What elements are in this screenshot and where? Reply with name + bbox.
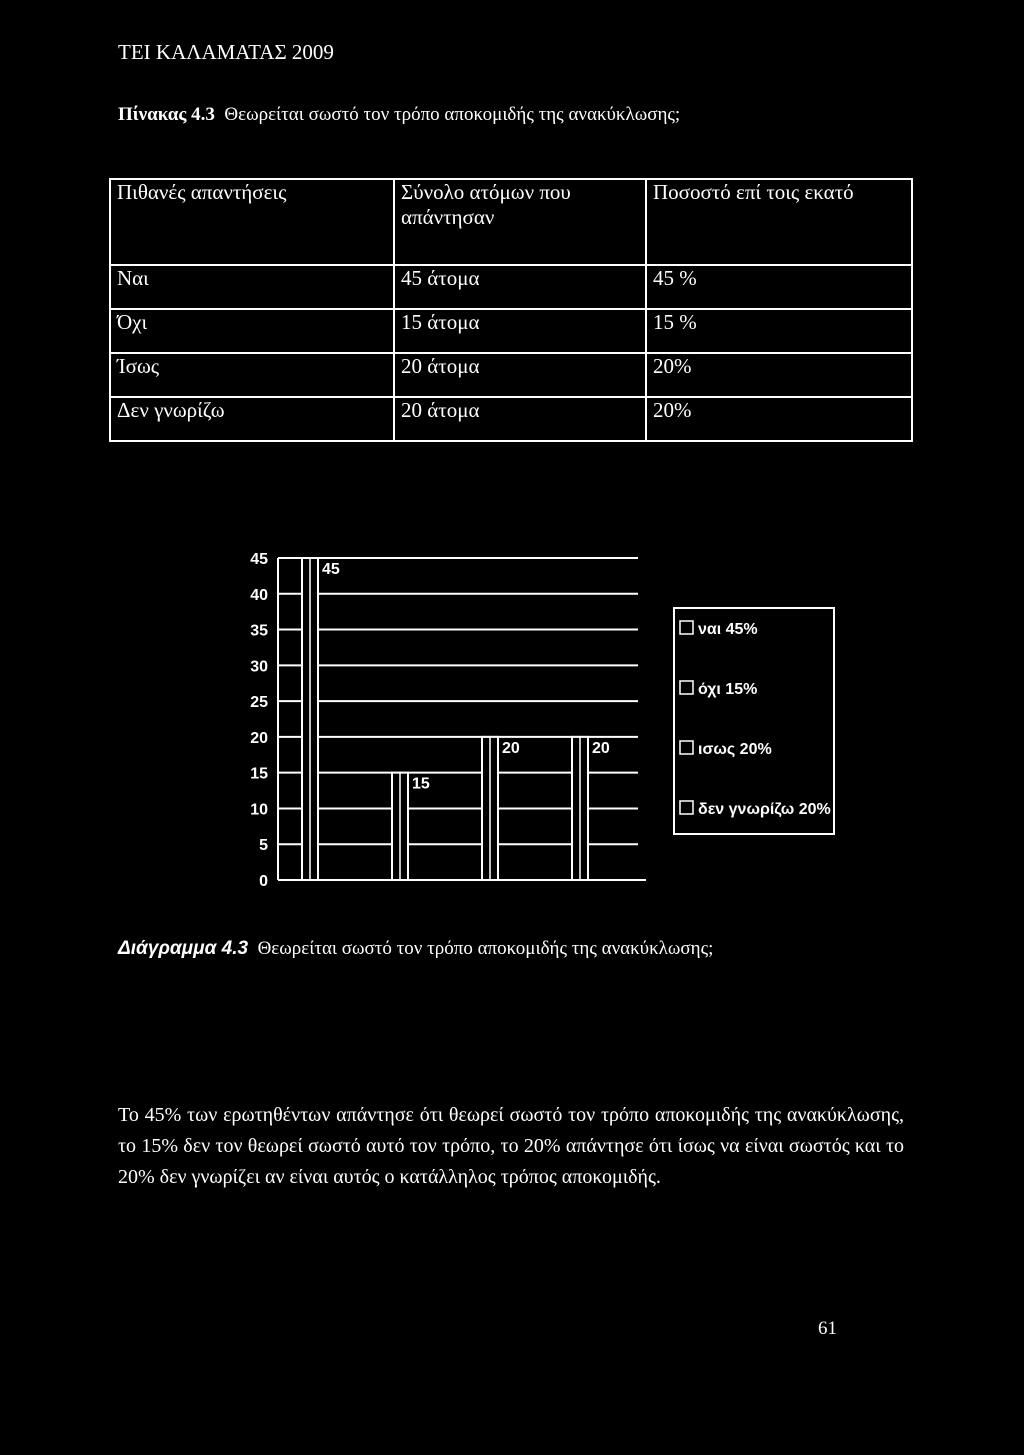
data-label: 15 — [412, 775, 430, 793]
table-caption — [118, 104, 680, 126]
chart-caption — [118, 938, 713, 960]
table-cell: 20% — [646, 353, 912, 397]
table-cell: 20 άτομα — [394, 397, 646, 441]
table-cell: 20% — [646, 397, 912, 441]
data-label: 20 — [502, 739, 520, 757]
y-tick-label: 10 — [250, 801, 268, 819]
table-header-cell: Ποσοστό επί τοις εκατό — [646, 179, 912, 265]
table-caption-text: Θεωρείται σωστό τον τρόπο αποκομιδής της ανακύκλωσης; — [224, 104, 681, 125]
table-cell: 15 % — [646, 309, 912, 353]
y-tick-label: 0 — [259, 873, 268, 890]
document-header: ΤΕΙ ΚΑΛΑΜΑΤΑΣ 2009 — [118, 40, 334, 64]
bar-chart — [230, 540, 850, 900]
legend-label: όχι 15% — [698, 681, 758, 698]
y-tick-label: 40 — [250, 586, 268, 604]
table-header-row — [110, 179, 912, 265]
table-row — [110, 265, 912, 309]
data-label: 45 — [322, 561, 340, 578]
page-number: 61 — [818, 1318, 837, 1339]
table-cell: Ίσως — [110, 353, 394, 397]
data-label: 20 — [592, 739, 610, 757]
table-row — [110, 309, 912, 353]
table-header-cell: Σύνολο ατόμων που απάντησαν — [394, 179, 646, 265]
y-tick-label: 15 — [250, 765, 268, 783]
summary-paragraph: Το 45% των ερωτηθέντων απάντησε ότι θεωρεί σωστό τον τρόπο αποκομιδής της ανακύκλωσης, το 15% δεν τον θεωρεί σωστό αυτό τον τρόπο, το 20% απάντησε ότι ίσως να είναι σωστός και το 20% δεν γνωρίζει αν είναι αυτός ο κατάλληλος τρόπος αποκομιδής. — [118, 1104, 904, 1188]
y-tick-label: 5 — [259, 837, 268, 855]
table-cell: 45 άτομα — [394, 265, 646, 309]
chart-caption-text: Θεωρείται σωστό τον τρόπο αποκομιδής της ανακύκλωσης; — [257, 938, 714, 959]
table-cell: Δεν γνωρίζω — [110, 397, 394, 441]
y-tick-label: 45 — [250, 551, 268, 568]
table-cell: Όχι — [110, 309, 394, 353]
y-tick-label: 30 — [250, 658, 268, 676]
answers-table — [109, 178, 913, 442]
chart-caption-label: Διάγραμμα 4.3 — [118, 938, 249, 959]
table-caption-label: Πίνακας 4.3 — [118, 104, 215, 125]
y-tick-label: 35 — [250, 622, 268, 640]
table-cell: Ναι — [110, 265, 394, 309]
table-cell: 20 άτομα — [394, 353, 646, 397]
table-header-cell: Πιθανές απαντήσεις — [110, 179, 394, 265]
legend-label: ναι 45% — [698, 621, 758, 638]
y-tick-label: 20 — [250, 729, 268, 747]
table-row — [110, 397, 912, 441]
table-cell: 45 % — [646, 265, 912, 309]
table-cell: 15 άτομα — [394, 309, 646, 353]
y-tick-label: 25 — [250, 694, 268, 712]
legend-label: δεν γνωρίζω 20% — [698, 801, 831, 818]
table-row — [110, 353, 912, 397]
legend-label: ισως 20% — [698, 741, 772, 758]
